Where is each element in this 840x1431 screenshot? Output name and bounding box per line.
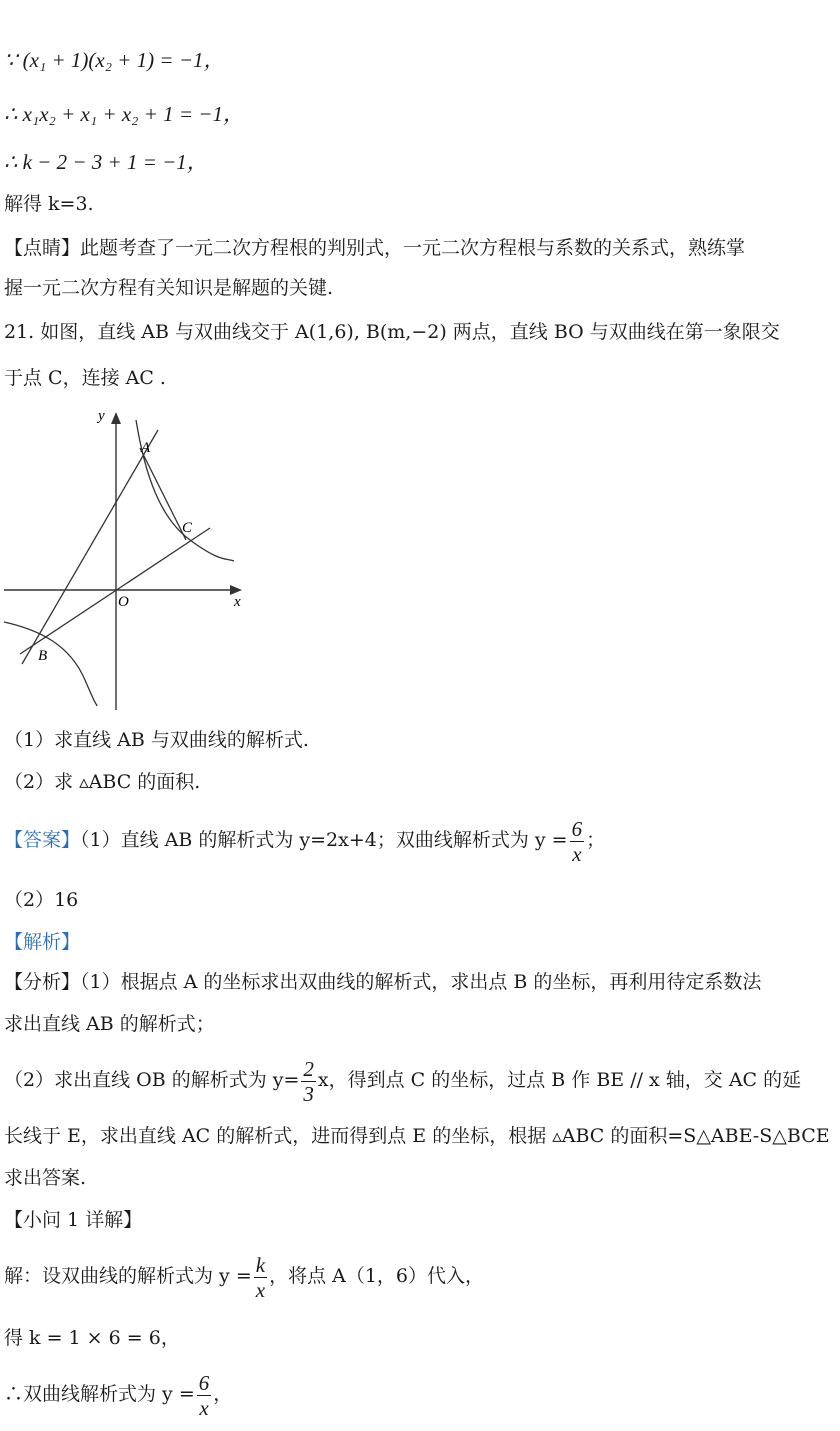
analysis-3-a: （2）求出直线 OB 的解析式为 y=	[4, 1069, 300, 1091]
analysis-line-2: 求出直线 AB 的解析式；	[4, 1013, 215, 1035]
answer-1-text: （1）直线 AB 的解析式为 y=2x+4；双曲线解析式为 y =	[80, 829, 568, 851]
label-a: A	[141, 440, 151, 456]
answer-line-2: （2）16	[4, 889, 79, 911]
dianjing-line-2: 握一元二次方程有关知识是解题的关键.	[4, 277, 334, 299]
label-c: C	[182, 520, 193, 536]
analysis-line-5: 求出答案.	[4, 1167, 87, 1189]
math-line-3: ∴ k − 2 − 3 + 1 = −1，	[4, 150, 208, 174]
fraction-numerator: k	[255, 1252, 266, 1277]
segment-ac	[140, 448, 186, 540]
line-ab	[22, 430, 158, 664]
dianjing-line-1: 【点睛】此题考查了一元二次方程根的判别式，一元二次方程根与系数的关系式，熟练掌	[4, 237, 746, 259]
problem-21-line-2: 于点 C，连接 AC .	[4, 367, 166, 389]
fraction-denominator: x	[199, 1395, 209, 1420]
hyperbola-branch-1	[136, 420, 234, 561]
analysis-fraction	[301, 1057, 316, 1106]
answer-tag: 【答案】	[4, 829, 81, 851]
solution-1-a: 解：设双曲线的解析式为 y =	[4, 1265, 252, 1287]
label-o: O	[118, 594, 129, 610]
solution-line-2: 得 k = 1 × 6 = 6，	[4, 1327, 180, 1349]
solution-3-a: ∴双曲线解析式为 y =	[4, 1383, 195, 1405]
jiexi-tag: 【解析】	[4, 931, 81, 953]
solution-fraction-3	[197, 1371, 212, 1420]
line-bc	[20, 528, 210, 654]
question-2: （2）求 ▵ABC 的面积.	[4, 771, 201, 793]
analysis-line-1: 【分析】（1）根据点 A 的坐标求出双曲线的解析式，求出点 B 的坐标，再利用待定系数法	[4, 971, 762, 993]
fraction-denominator: x	[572, 841, 582, 866]
xiaowen-1-header: 【小问 1 详解】	[4, 1209, 143, 1231]
solution-line-1	[4, 1252, 484, 1302]
analysis-line-4: 长线于 E，求出直线 AC 的解析式，进而得到点 E 的坐标，根据 ▵ABC 的面积=S△ABE-S△BCE	[4, 1125, 830, 1147]
math-line-2: ∴ x₁x₂ + x₁ + x₂ + 1 = −1，	[4, 102, 244, 126]
analysis-line-3	[4, 1056, 801, 1106]
coordinate-figure	[0, 400, 250, 715]
question-1: （1）求直线 AB 与双曲线的解析式.	[4, 729, 309, 751]
solution-fraction-1	[254, 1253, 267, 1302]
solution-line-3	[4, 1370, 232, 1420]
fraction-denominator: 3	[303, 1081, 314, 1106]
fraction-numerator: 2	[303, 1056, 314, 1081]
problem-21-line-1: 21. 如图，直线 AB 与双曲线交于 A(1,6), B(m,−2) 两点，直线 BO 与双曲线在第一象限交	[4, 321, 780, 343]
math-line-1: ∵ (x₁ + 1)(x₂ + 1) = −1，	[4, 48, 225, 72]
answer-fraction	[570, 817, 585, 866]
y-axis-arrow	[111, 412, 121, 424]
solution-3-b: ，	[213, 1383, 233, 1405]
analysis-3-b: x，得到点 C 的坐标，过点 B 作 BE // x 轴，交 AC 的延	[317, 1069, 802, 1091]
fraction-denominator: x	[255, 1277, 266, 1302]
answer-1-end: ；	[586, 829, 606, 851]
label-y: y	[98, 408, 105, 424]
answer-line-1	[4, 816, 605, 866]
hyperbola-branch-3	[4, 622, 97, 706]
solve-k-line: 解得 k=3.	[4, 193, 94, 215]
label-b: B	[38, 648, 48, 664]
label-x: x	[234, 594, 241, 610]
fraction-numerator: 6	[571, 816, 583, 841]
solution-1-b: ，将点 A（1，6）代入，	[269, 1265, 485, 1287]
fraction-numerator: 6	[198, 1370, 210, 1395]
